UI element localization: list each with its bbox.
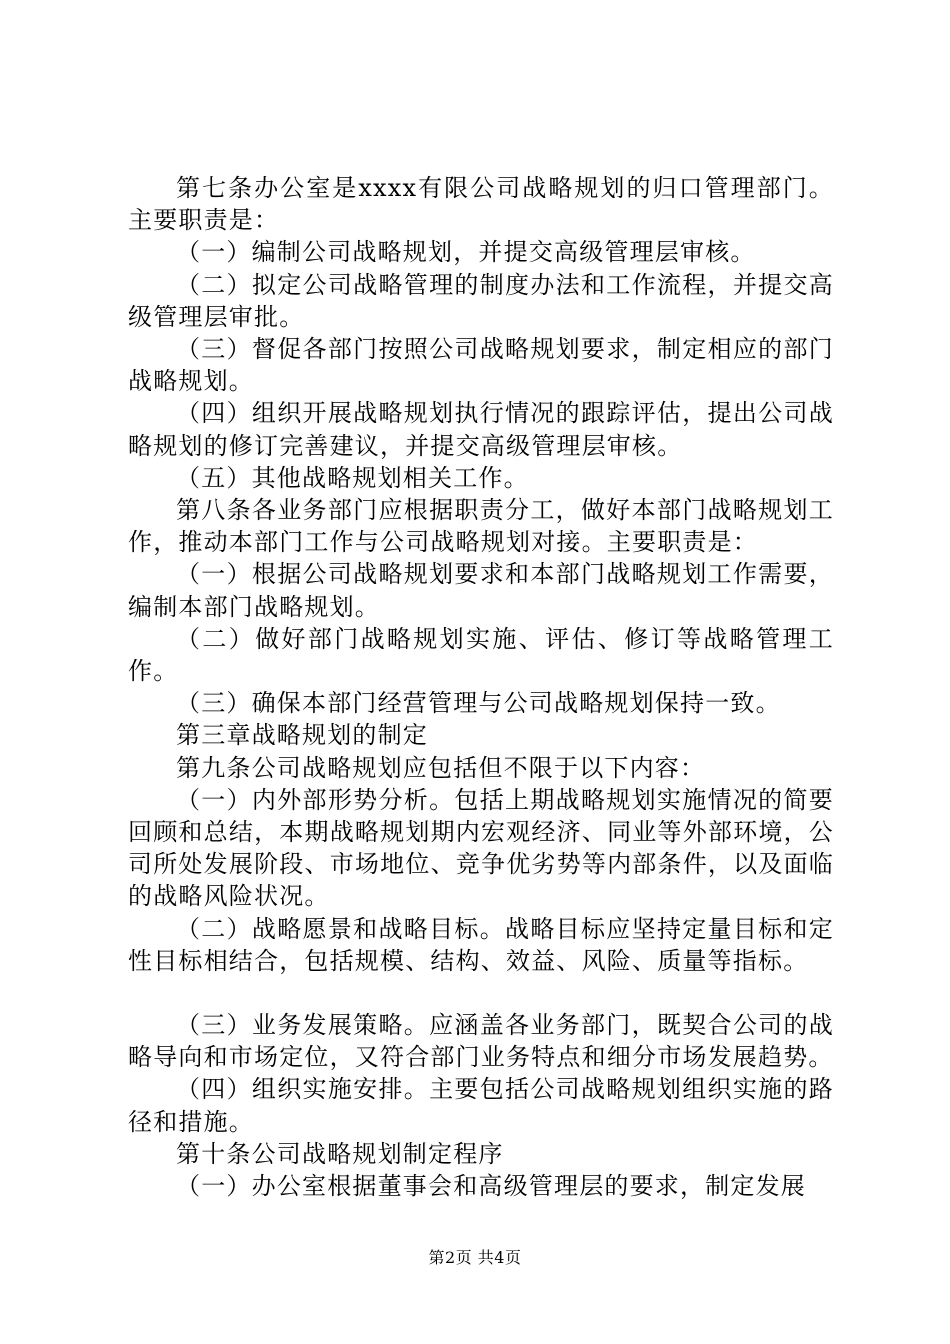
paragraph-8-item-1: （一）根据公司战略规划要求和本部门战略规划工作需要，编制本部门战略规划。 <box>128 560 834 621</box>
paragraph-7-item-4: （四）组织开展战略规划执行情况的跟踪评估，提出公司战略规划的修订完善建议，并提交高级管理层审核。 <box>128 399 834 460</box>
page-number-footer: 第2页 共4页 <box>428 1248 522 1267</box>
paragraph-10-item-1: （一）办公室根据董事会和高级管理层的要求，制定发展 <box>176 1172 806 1201</box>
paragraph-9-item-3: （三）业务发展策略。应涵盖各业务部门，既契合公司的战略导向和市场定位，又符合部门业务特点和细分市场发展趋势。 <box>128 1011 834 1072</box>
paragraph-article-10: 第十条公司战略规划制定程序 <box>176 1139 504 1168</box>
paragraph-9-item-1: （一）内外部形势分析。包括上期战略规划实施情况的简要回顾和总结，本期战略规划期内宏观经济、同业等外部环境，公司所处发展阶段、市场地位、竞争优劣势等内部条件，以及面临的战略风险状况。 <box>128 785 834 911</box>
paragraph-8-item-2: （二）做好部门战略规划实施、评估、修订等战略管理工作。 <box>128 624 834 686</box>
paragraph-article-9: 第九条公司战略规划应包括但不限于以下内容： <box>176 753 706 782</box>
paragraph-7-item-3: （三）督促各部门按照公司战略规划要求，制定相应的部门战略规划。 <box>128 335 834 396</box>
document-body <box>128 172 834 1202</box>
blank-line <box>128 977 834 1009</box>
paragraph-9-item-4: （四）组织实施安排。主要包括公司战略规划组织实施的路径和措施。 <box>128 1075 834 1136</box>
paragraph-8-item-3: （三）确保本部门经营管理与公司战略规划保持一致。 <box>176 689 781 718</box>
paragraph-7-item-5: （五）其他战略规划相关工作。 <box>176 463 529 492</box>
chapter-3-heading: 第三章战略规划的制定 <box>176 721 428 750</box>
paragraph-article-8: 第八条各业务部门应根据职责分工，做好本部门战略规划工作，推动本部门工作与公司战略规划对接。主要职责是： <box>128 496 834 557</box>
paragraph-7-item-1: （一）编制公司战略规划，并提交高级管理层审核。 <box>176 238 756 267</box>
paragraph-7-item-2: （二）拟定公司战略管理的制度办法和工作流程，并提交高级管理层审批。 <box>128 270 834 331</box>
paragraph-9-item-2: （二）战略愿景和战略目标。战略目标应坚持定量目标和定性目标相结合，包括规模、结构、效益、风险、质量等指标。 <box>128 914 834 975</box>
paragraph-article-7: 第七条办公室是xxxx有限公司战略规划的归口管理部门。主要职责是： <box>128 174 834 235</box>
